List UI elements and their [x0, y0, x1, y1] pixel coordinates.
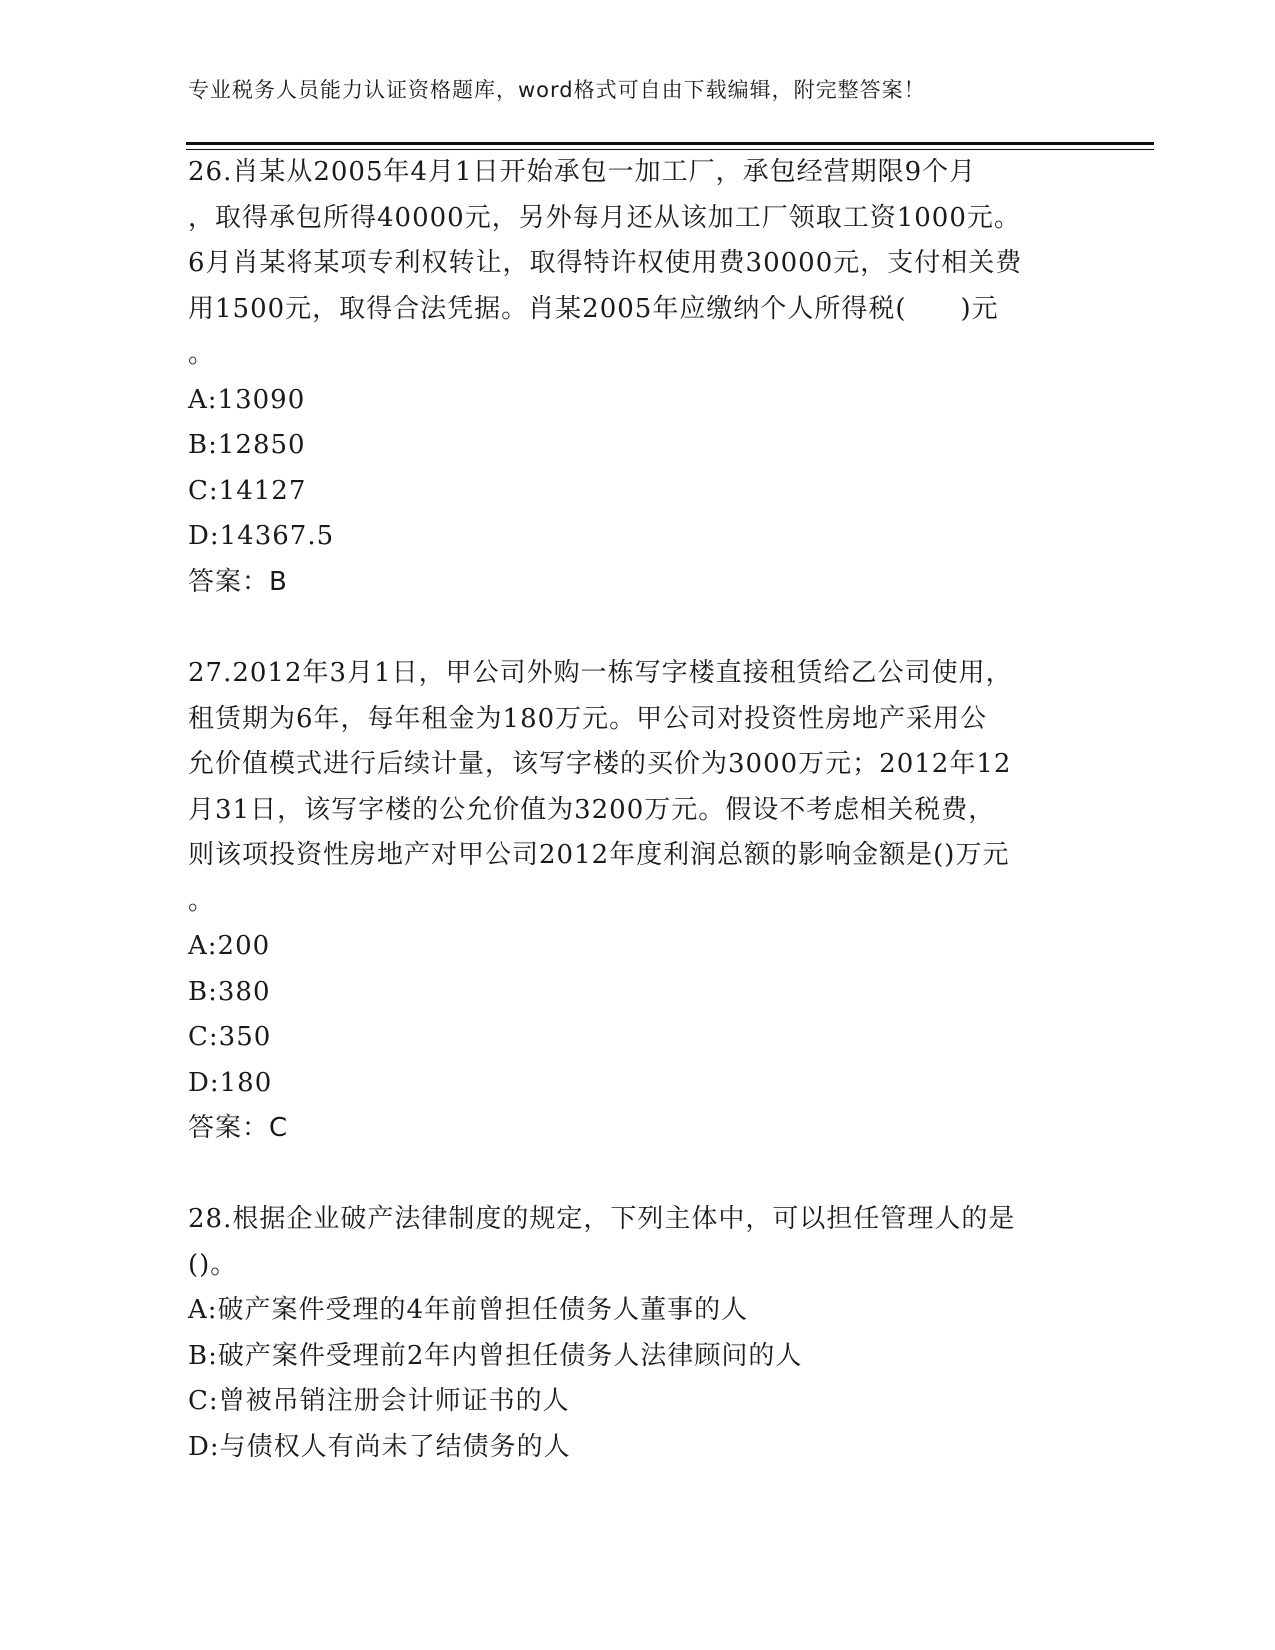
question-line: 6月肖某将某项专利权转让，取得特许权使用费30000元，支付相关费 [188, 248, 1023, 278]
option-c: C:350 [188, 1022, 272, 1052]
answer: 答案：C [188, 1113, 289, 1143]
question-line: 则该项投资性房地产对甲公司2012年度利润总额的影响金额是()万元 [188, 840, 1010, 870]
page-header: 专业税务人员能力认证资格题库，word格式可自由下载编辑，附完整答案！ [188, 78, 926, 102]
question-line: 用1500元，取得合法凭据。肖某2005年应缴纳个人所得税( )元 [188, 293, 999, 324]
question-line: 。 [188, 885, 216, 916]
question-line: 27.2012年3月1日，甲公司外购一栋写字楼直接租赁给乙公司使用， [188, 658, 1013, 688]
question-line: 28.根据企业破产法律制度的规定，下列主体中，可以担任管理人的是 [188, 1204, 1016, 1234]
question-26 [188, 150, 1088, 605]
header-rule-thick [186, 142, 1154, 145]
question-28 [188, 1197, 1088, 1470]
option-d: D:与债权人有尚未了结债务的人 [188, 1431, 571, 1462]
question-line: ()。 [188, 1249, 238, 1280]
option-d: D:14367.5 [188, 521, 335, 551]
option-a: A:13090 [188, 384, 306, 415]
answer: 答案：B [188, 566, 288, 597]
question-line: 26.肖某从2005年4月1日开始承包一加工厂，承包经营期限9个月 [188, 157, 977, 187]
option-a: A:200 [188, 931, 271, 961]
question-line: ，取得承包所得40000元，另外每月还从该加工厂领取工资1000元。 [188, 202, 1021, 233]
option-c: C:曾被吊销注册会计师证书的人 [188, 1386, 570, 1416]
option-c: C:14127 [188, 475, 307, 506]
question-27 [188, 651, 1088, 1152]
option-a: A:破产案件受理的4年前曾担任债务人董事的人 [188, 1295, 749, 1325]
option-b: B:破产案件受理前2年内曾担任债务人法律顾问的人 [188, 1340, 803, 1371]
question-line: 月31日，该写字楼的公允价值为3200万元。假设不考虑相关税费， [188, 794, 996, 825]
option-d: D:180 [188, 1067, 273, 1098]
option-b: B:12850 [188, 430, 306, 460]
option-b: B:380 [188, 976, 271, 1007]
question-line: 。 [188, 339, 216, 369]
question-line: 租赁期为6年，每年租金为180万元。甲公司对投资性房地产采用公 [188, 703, 988, 734]
question-line: 允价值模式进行后续计量，该写字楼的买价为3000万元；2012年12 [188, 749, 1012, 779]
